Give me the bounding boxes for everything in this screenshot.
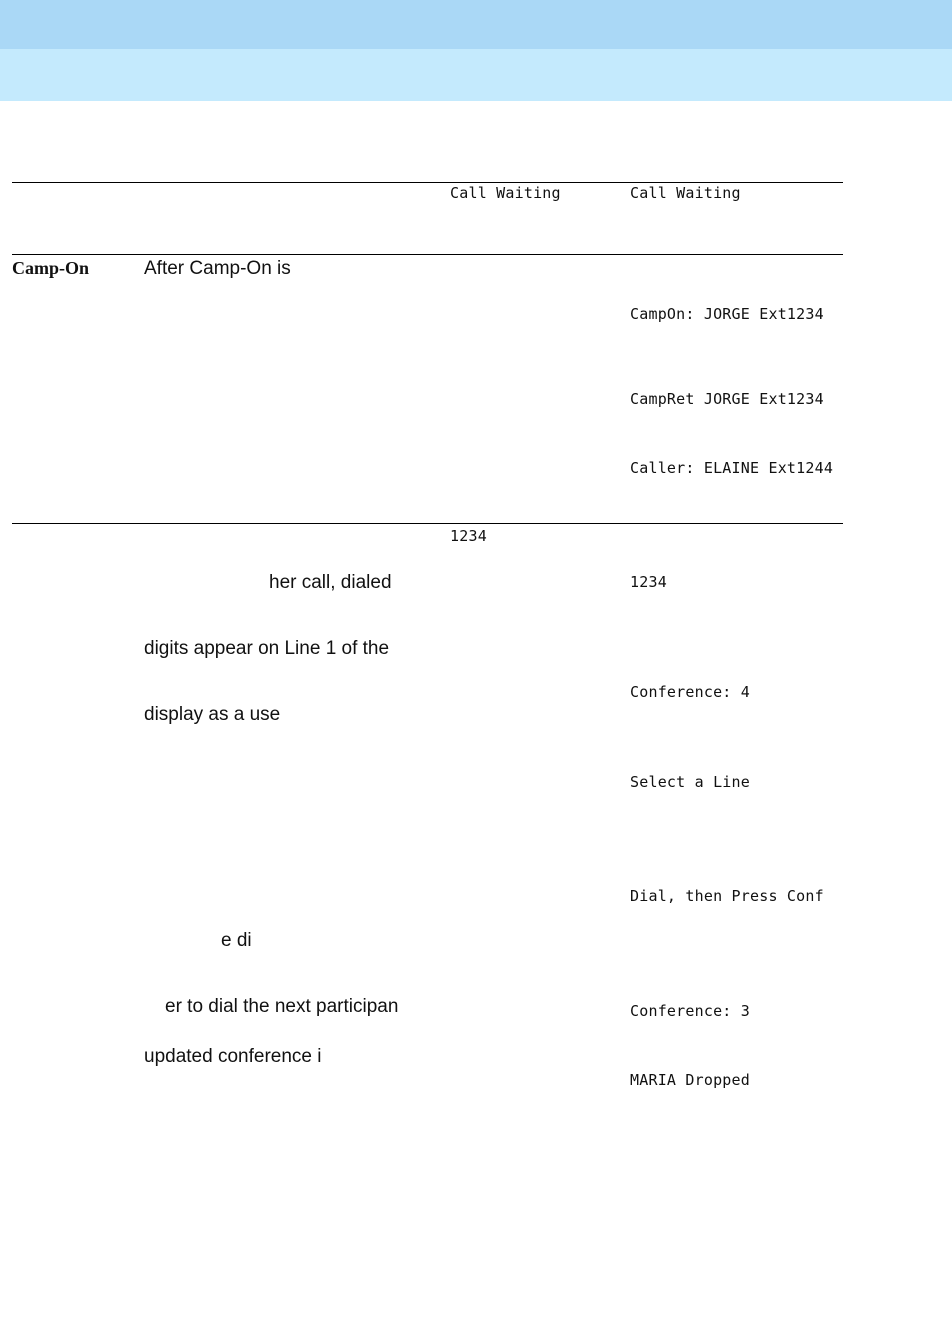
display-conference-3: Conference: 3 MARIA Dropped	[630, 1002, 750, 1089]
feature-name-camp-on: Camp-On	[12, 258, 90, 278]
header-band-bottom	[0, 49, 952, 101]
display-call-waiting-col4: Call Waiting	[630, 184, 741, 202]
header-band-top	[0, 0, 952, 49]
display-campon: CampOn: JORGE Ext1234	[630, 305, 824, 323]
display-conference-4: Conference: 4	[630, 683, 750, 701]
display-digits-col4: 1234	[630, 573, 667, 591]
conference-description-3: updated conference i	[144, 1046, 322, 1067]
campon-description: After Camp-On is	[144, 258, 291, 279]
table-rule-campon	[12, 254, 843, 255]
display-dial-then-conf: Dial, then Press Conf	[630, 887, 824, 905]
conference-description-1: her call, dialed digits appear on Line 1 of the display as a use	[144, 572, 392, 725]
conference-description-2: e di er to dial the next participan	[165, 930, 399, 1017]
display-call-waiting-col3: Call Waiting	[450, 184, 561, 202]
display-select-line: Select a Line	[630, 773, 750, 791]
display-campret: CampRet JORGE Ext1234 Caller: ELAINE Ext1244	[630, 390, 834, 477]
table-rule-conference	[12, 523, 843, 524]
display-digits-col3: 1234	[450, 527, 487, 545]
